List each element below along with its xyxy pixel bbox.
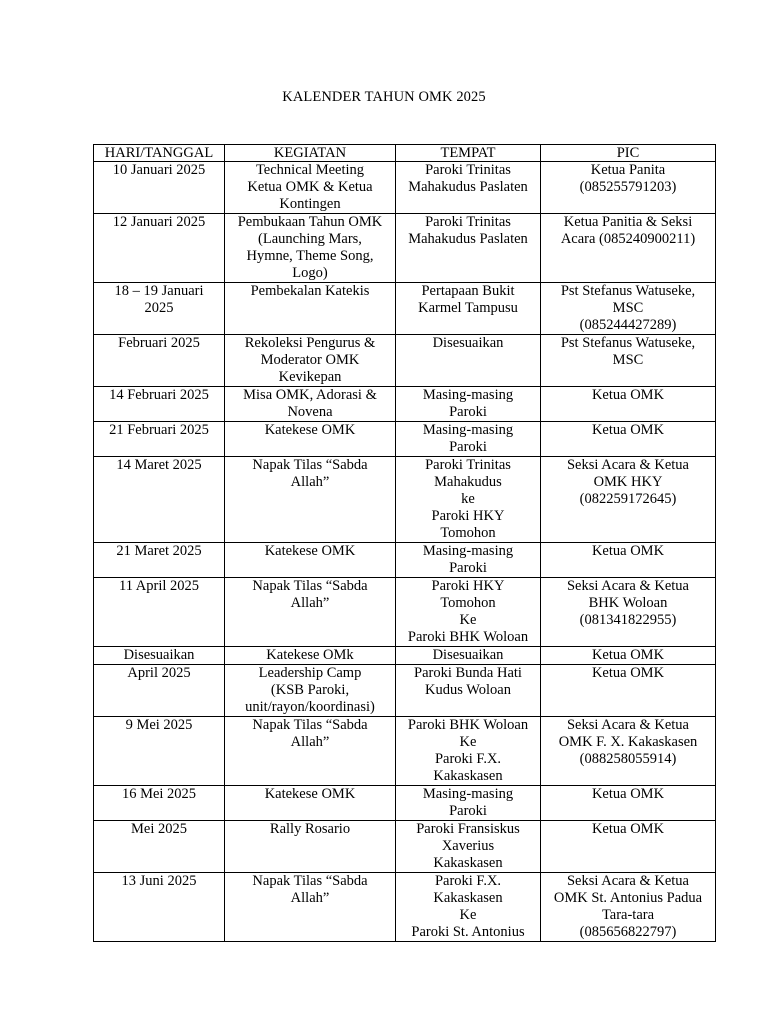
column-header-pic: PIC [541,145,716,162]
activity-cell: Napak Tilas “Sabda Allah” [225,578,396,647]
place-cell: Paroki Fransiskus Xaverius Kakaskasen [396,821,541,873]
column-header-place: TEMPAT [396,145,541,162]
date-cell: Februari 2025 [94,335,225,387]
table-row [94,821,716,873]
table-row [94,717,716,786]
date-cell: 18 – 19 Januari 2025 [94,283,225,335]
table-row [94,387,716,422]
pic-cell: Pst Stefanus Watuseke, MSC [541,335,716,387]
pic-cell: Seksi Acara & Ketua OMK F. X. Kakaskasen (088258055914) [541,717,716,786]
place-cell: Paroki Trinitas Mahakudus Paslaten [396,162,541,214]
table-row [94,214,716,283]
table-row [94,335,716,387]
header-row [94,145,716,162]
activity-cell: Napak Tilas “Sabda Allah” [225,873,396,942]
table-body [94,162,716,942]
place-cell: Paroki F.X. Kakaskasen Ke Paroki St. Antonius [396,873,541,942]
place-cell: Pertapaan Bukit Karmel Tampusu [396,283,541,335]
place-cell: Masing-masing Paroki [396,422,541,457]
table-row [94,786,716,821]
pic-cell: Pst Stefanus Watuseke, MSC (085244427289) [541,283,716,335]
table-row [94,543,716,578]
pic-cell: Ketua OMK [541,821,716,873]
date-cell: Mei 2025 [94,821,225,873]
activity-cell: Pembekalan Katekis [225,283,396,335]
activity-cell: Misa OMK, Adorasi & Novena [225,387,396,422]
activity-cell: Katekese OMK [225,422,396,457]
place-cell: Masing-masing Paroki [396,387,541,422]
activity-cell: Katekese OMk [225,647,396,665]
pic-cell: Ketua OMK [541,387,716,422]
place-cell: Paroki Trinitas Mahakudus Paslaten [396,214,541,283]
date-cell: 21 Maret 2025 [94,543,225,578]
pic-cell: Seksi Acara & Ketua BHK Woloan (081341822955) [541,578,716,647]
pic-cell: Ketua OMK [541,786,716,821]
pic-cell: Ketua OMK [541,647,716,665]
date-cell: 11 April 2025 [94,578,225,647]
activity-cell: Rekoleksi Pengurus & Moderator OMK Kevikepan [225,335,396,387]
date-cell: 16 Mei 2025 [94,786,225,821]
date-cell: 14 Maret 2025 [94,457,225,543]
place-cell: Paroki Bunda Hati Kudus Woloan [396,665,541,717]
place-cell: Masing-masing Paroki [396,543,541,578]
table-row [94,457,716,543]
date-cell: April 2025 [94,665,225,717]
pic-cell: Ketua OMK [541,422,716,457]
pic-cell: Ketua OMK [541,665,716,717]
table-row [94,665,716,717]
pic-cell: Ketua Panitia & Seksi Acara (085240900211) [541,214,716,283]
activity-cell: Napak Tilas “Sabda Allah” [225,717,396,786]
date-cell: 12 Januari 2025 [94,214,225,283]
activity-cell: Technical Meeting Ketua OMK & Ketua Kontingen [225,162,396,214]
table-row [94,647,716,665]
pic-cell: Seksi Acara & Ketua OMK HKY (082259172645) [541,457,716,543]
table-row [94,162,716,214]
place-cell: Paroki HKY Tomohon Ke Paroki BHK Woloan [396,578,541,647]
page-title: KALENDER TAHUN OMK 2025 [282,89,486,105]
pic-cell: Seksi Acara & Ketua OMK St. Antonius Padua Tara-tara (085656822797) [541,873,716,942]
activity-cell: Katekese OMK [225,786,396,821]
date-cell: 21 Februari 2025 [94,422,225,457]
date-cell: 13 Juni 2025 [94,873,225,942]
date-cell: 9 Mei 2025 [94,717,225,786]
activity-cell: Katekese OMK [225,543,396,578]
place-cell: Masing-masing Paroki [396,786,541,821]
date-cell: Disesuaikan [94,647,225,665]
activity-cell: Rally Rosario [225,821,396,873]
table-row [94,873,716,942]
activity-cell: Leadership Camp (KSB Paroki, unit/rayon/koordinasi) [225,665,396,717]
table-row [94,283,716,335]
column-header-date: HARI/TANGGAL [94,145,225,162]
place-cell: Paroki BHK Woloan Ke Paroki F.X. Kakaskasen [396,717,541,786]
place-cell: Paroki Trinitas Mahakudus ke Paroki HKY Tomohon [396,457,541,543]
place-cell: Disesuaikan [396,647,541,665]
table-row [94,578,716,647]
pic-cell: Ketua Panita (085255791203) [541,162,716,214]
activity-cell: Pembukaan Tahun OMK (Launching Mars, Hymne, Theme Song, Logo) [225,214,396,283]
activity-cell: Napak Tilas “Sabda Allah” [225,457,396,543]
table-header [94,145,716,162]
place-cell: Disesuaikan [396,335,541,387]
calendar-table [93,144,716,942]
date-cell: 14 Februari 2025 [94,387,225,422]
table-row [94,422,716,457]
pic-cell: Ketua OMK [541,543,716,578]
date-cell: 10 Januari 2025 [94,162,225,214]
column-header-activity: KEGIATAN [225,145,396,162]
